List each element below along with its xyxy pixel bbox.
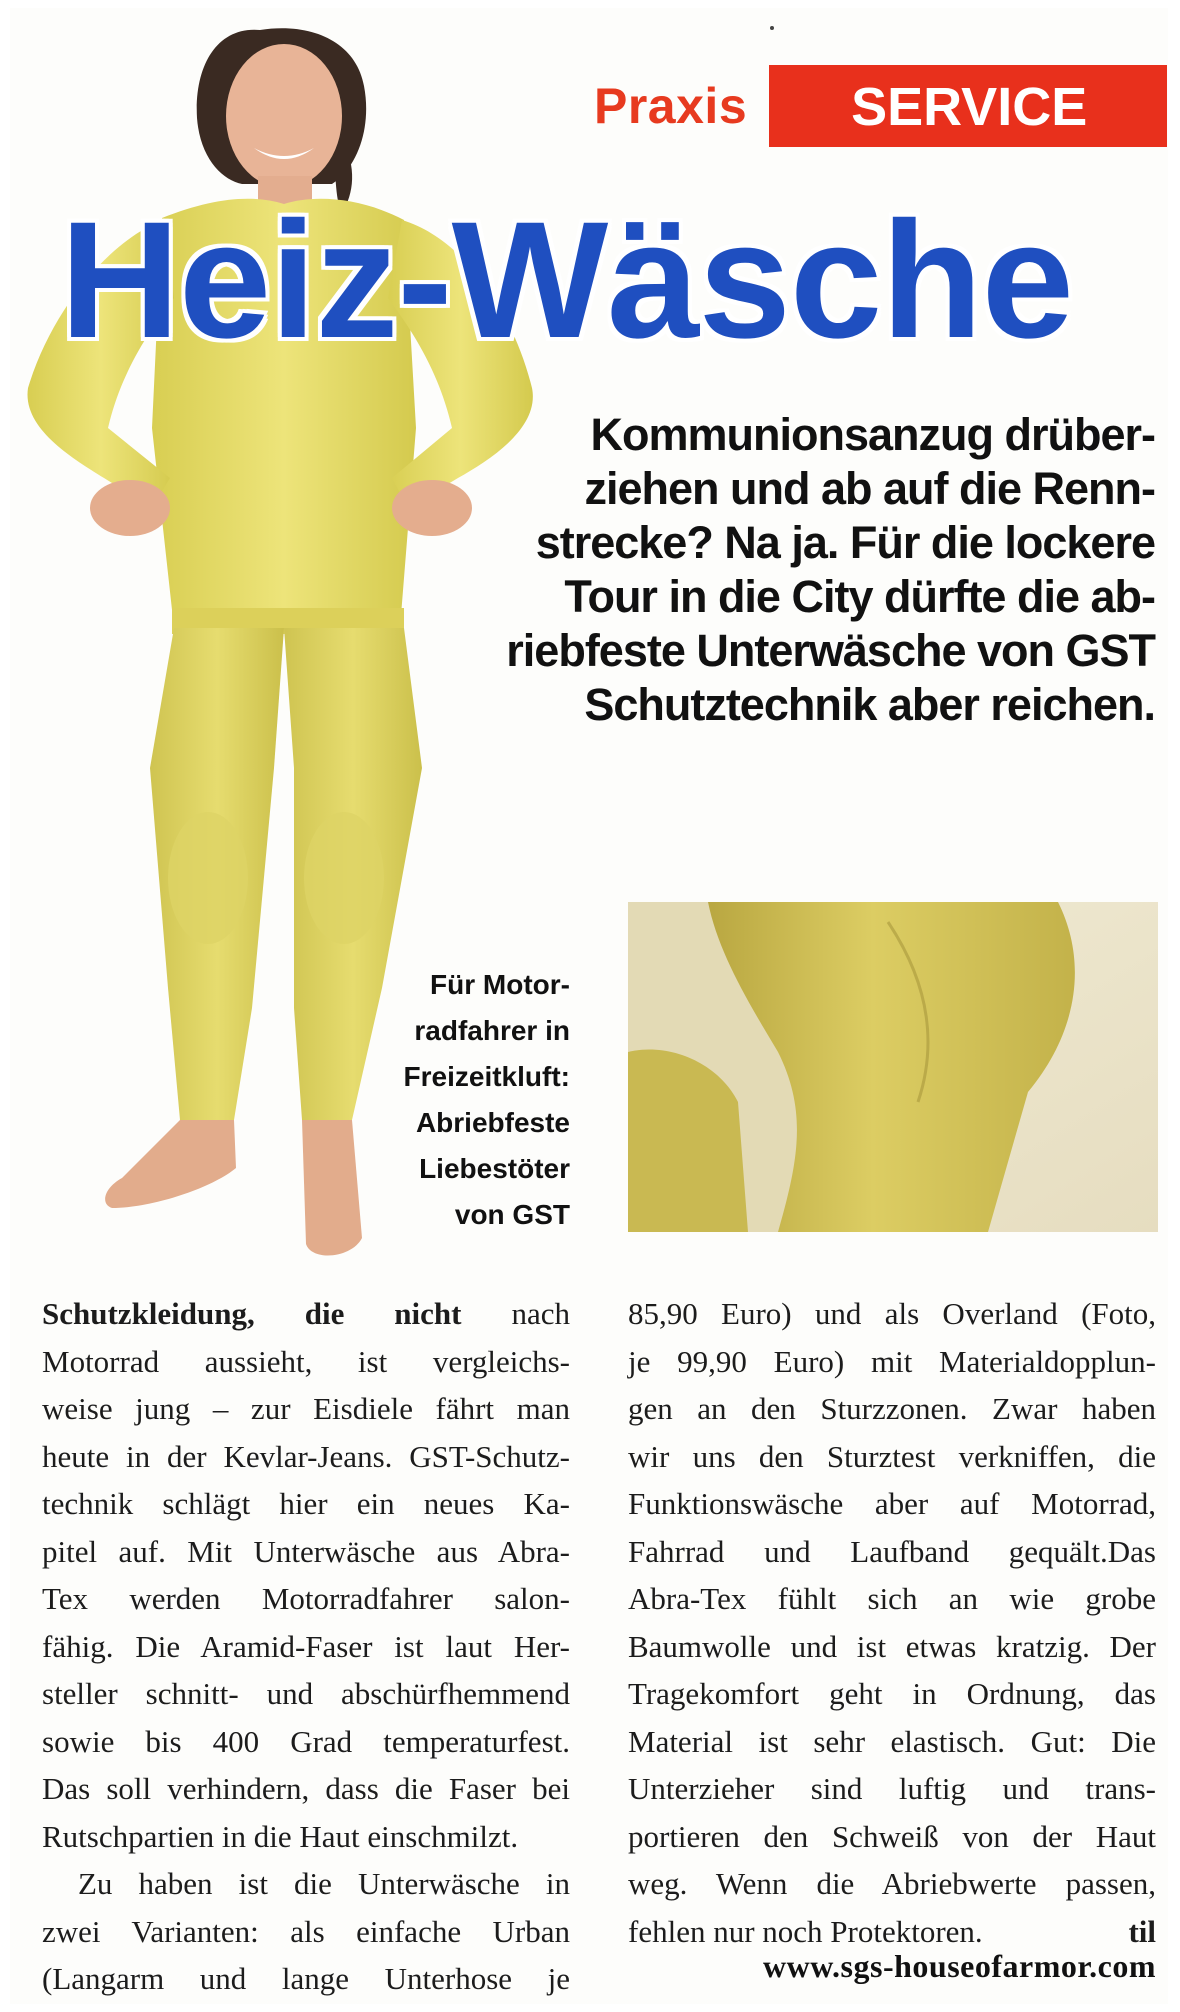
lead-line: Kommunionsanzug drüber- [590, 409, 1155, 460]
headline: Heiz-Wäsche [60, 188, 1073, 373]
section-label: Praxis [594, 78, 748, 134]
body-line: portieren den Schweiß von der Haut [628, 1818, 1156, 1854]
lead-paragraph [380, 408, 1155, 732]
photo-caption [360, 962, 570, 1238]
body-line: weise jung – zur Eisdiele fährt man [42, 1391, 570, 1426]
caption-line: von GST [454, 1199, 570, 1230]
lead-line: ziehen und ab auf die Renn- [584, 463, 1155, 514]
body-line: 85,90 Euro) und als Overland (Foto, [628, 1296, 1156, 1331]
lead-line: Schutztechnik aber reichen. [584, 679, 1155, 730]
body-line: Fahrrad und Laufband gequält.Das [628, 1533, 1156, 1569]
body-line: Motorrad aussieht, ist vergleichs- [42, 1343, 570, 1379]
body-line: Funktionswäsche aber auf Motorrad, [628, 1486, 1156, 1521]
body-line: (Langarm und lange Unterhose je [42, 1961, 570, 1996]
body-line: pitel auf. Mit Unterwäsche aus Abra- [42, 1533, 570, 1569]
body-line: Zu haben ist die Unterwäsche in [78, 1866, 570, 1901]
body-text: nach [461, 1296, 570, 1331]
section-kicker [594, 66, 1167, 146]
body-column-right [628, 1290, 1156, 1955]
body-line: steller schnitt- und abschürfhemmend [42, 1676, 570, 1711]
lead-line: riebfeste Unterwäsche von GST [506, 625, 1155, 676]
body-line: zwei Varianten: als einfache Urban [42, 1913, 570, 1949]
knee-detail-photo [628, 902, 1158, 1232]
body-line: weg. Wenn die Abriebwerte passen, [628, 1866, 1156, 1901]
body-line: heute in der Kevlar-Jeans. GST-Schutz- [42, 1438, 570, 1474]
body-line: fähig. Die Aramid-Faser ist laut Her- [42, 1628, 570, 1664]
caption-line: Abriebfeste [415, 1107, 570, 1138]
body-line: je 99,90 Euro) mit Materialdopplun- [628, 1343, 1156, 1379]
body-lead-in: Schutzkleidung, die nicht [42, 1296, 462, 1331]
caption-line: radfahrer in [414, 1015, 570, 1046]
caption-line: Liebestöter [419, 1153, 570, 1184]
body-line: Baumwolle und ist etwas kratzig. Der [628, 1628, 1156, 1664]
caption-line: Für Motor- [430, 969, 570, 1000]
body-line: Unterzieher sind luftig und trans- [628, 1771, 1156, 1806]
author-signature: til [1128, 1913, 1156, 1949]
category-badge: SERVICE [769, 65, 1167, 147]
body-column-left [42, 1290, 570, 2003]
print-speck [770, 26, 774, 30]
website-link[interactable]: www.sgs-houseofarmor.com [762, 1948, 1156, 1984]
body-text: fehlen nur noch Protektoren. [628, 1913, 983, 1949]
body-line: Rutschpartien in die Haut einschmilzt. [42, 1818, 519, 1854]
body-line: Tragekomfort geht in Ordnung, das [628, 1676, 1156, 1711]
lead-line: strecke? Na ja. Für die lockere [535, 517, 1155, 568]
lead-line: Tour in die City dürfte die ab- [564, 571, 1155, 622]
body-line: technik schlägt hier ein neues Ka- [42, 1486, 570, 1521]
body-line: Material ist sehr elastisch. Gut: Die [628, 1723, 1156, 1759]
body-line: gen an den Sturzzonen. Zwar haben [628, 1391, 1156, 1426]
body-line [42, 1290, 570, 1338]
body-line: wir uns den Sturztest verkniffen, die [628, 1438, 1156, 1474]
body-line: Abra-Tex fühlt sich an wie grobe [628, 1581, 1156, 1616]
body-line: Tex werden Motorradfahrer salon- [42, 1581, 570, 1616]
body-line: Das soll verhindern, dass die Faser bei [42, 1771, 570, 1806]
body-line: sowie bis 400 Grad temperaturfest. [42, 1723, 570, 1759]
caption-line: Freizeitkluft: [403, 1061, 570, 1092]
